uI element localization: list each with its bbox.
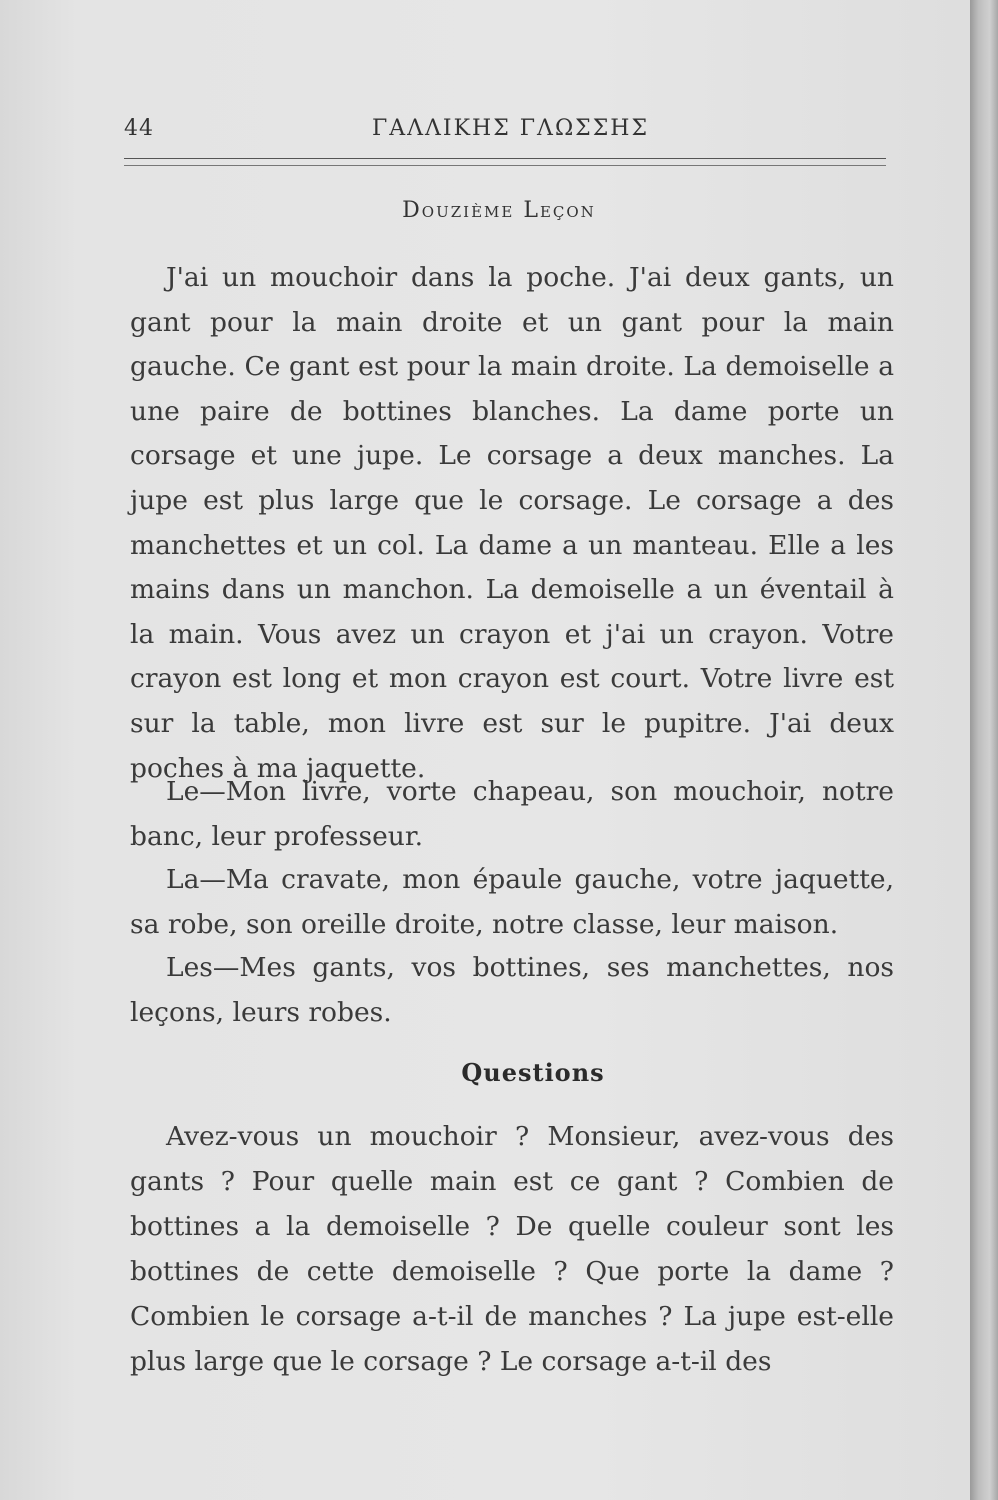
running-title: ΓΑΛΛΙΚΗΣ ΓΛΩΣΣΗΣ [372, 116, 650, 141]
lesson-title: Douzième Leçon [402, 198, 596, 223]
questions-heading: Questions [461, 1058, 605, 1087]
example-la: La—Ma cravate, mon épaule gauche, votre jaquette, sa robe, son oreille droite, notre classe, leur maison. [130, 864, 894, 940]
page-binding-edge [970, 0, 998, 1500]
page-header [124, 112, 886, 152]
page-number: 44 [124, 116, 154, 141]
questions-paragraph: Avez-vous un mouchoir ? Monsieur, avez-vous des gants ? Pour quelle main est ce gant ? Combien de bottines a la demoiselle ? De quelle couleur sont les bottines de cette demoiselle ? Que porte la dame ? Combien le corsage a-t-il de manches ? La jupe est-elle plus large que le corsage ? Le corsage a-t-il des [130, 1121, 894, 1377]
header-rule-secondary [124, 165, 886, 166]
lesson-paragraph: J'ai un mouchoir dans la poche. J'ai deux gants, un gant pour la main droite et un gant pour la main gauche. Ce gant est pour la main droite. La demoiselle a une paire de bottines blanches. La dame porte un corsage et une jupe. Le corsage a deux manches. La jupe est plus large que le corsage. Le corsage a des manchettes et un col. La dame a un manteau. Elle a les mains dans un manchon. La demoiselle a un éventail à la main. Vous avez un crayon et j'ai un crayon. Votre crayon est long et mon crayon est court. Votre livre est sur la table, mon livre est sur le pupitre. J'ai deux poches à ma jaquette. [130, 262, 894, 784]
header-rule [124, 158, 886, 159]
example-les: Les—Mes gants, vos bottines, ses manchettes, nos leçons, leurs robes. [130, 952, 894, 1028]
example-le: Le—Mon livre, vorte chapeau, son mouchoir, notre banc, leur professeur. [130, 776, 894, 852]
